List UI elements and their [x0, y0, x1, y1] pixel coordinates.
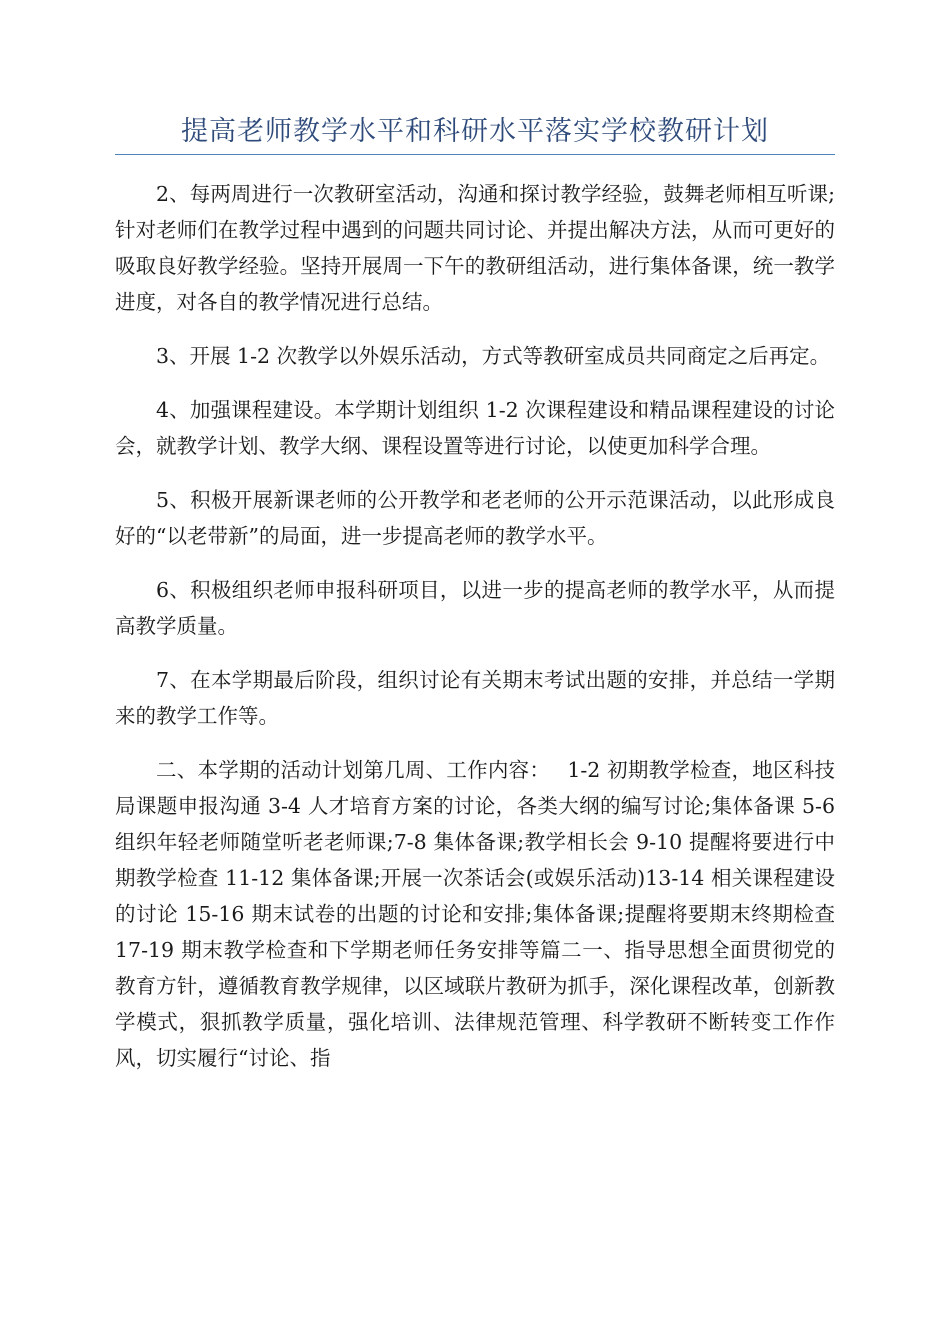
paragraph-item-2: 2、每两周进行一次教研室活动，沟通和探讨教学经验，鼓舞老师相互听课;针对老师们在教学过程中遇到的问题共同讨论、并提出解决方法，从而可更好的吸取良好教学经验。坚持开展周一下午的教研组活动，进行集体备课，统一教学进度，对各自的教学情况进行总结。: [115, 182, 835, 314]
paragraph-item-3: 3、开展 1-2 次教学以外娱乐活动，方式等教研室成员共同商定之后再定。: [156, 344, 831, 368]
paragraph-item-4: 4、加强课程建设。本学期计划组织 1-2 次课程建设和精品课程建设的讨论会，就教学计划、教学大纲、课程设置等进行讨论，以使更加科学合理。: [115, 398, 835, 458]
paragraph-item-5: 5、积极开展新课老师的公开教学和老老师的公开示范课活动，以此形成良好的“以老带新”的局面，进一步提高老师的教学水平。: [115, 488, 835, 548]
document-body: [115, 176, 835, 1094]
paragraph-item-6: 6、积极组织老师申报科研项目，以进一步的提高老师的教学水平，从而提高教学质量。: [115, 578, 835, 638]
paragraph-item-7: 7、在本学期最后阶段，组织讨论有关期末考试出题的安排，并总结一学期来的教学工作等。: [115, 668, 835, 728]
title-underline: [115, 154, 835, 155]
paragraph-activity-plan: 二、本学期的活动计划第几周、工作内容： 1-2 初期教学检查，地区科技局课题申报沟通 3-4 人才培育方案的讨论，各类大纲的编写讨论;集体备课 5-6 组织年轻老师随堂听老老师课;7-8 集体备课;教学相长会 9-10 提醒将要进行中期教学检查 11-12 集体备课;开展一次茶话会(或娱乐活动)13-14 相关课程建设的讨论 15-16 期末试卷的出题的讨论和安排;集体备课;提醒将要期末终期检查 17-19 期末教学检查和下学期老师任务安排等篇二一、指导思想全面贯彻党的教育方针，遵循教育教学规律，以区域联片教研为抓手，深化课程改革，创新教学模式，狠抓教学质量，强化培训、法律规范管理、科学教研不断转变工作作风，切实履行“讨论、指: [115, 758, 835, 1070]
document-title: 提高老师教学水平和科研水平落实学校教研计划: [181, 116, 769, 147]
